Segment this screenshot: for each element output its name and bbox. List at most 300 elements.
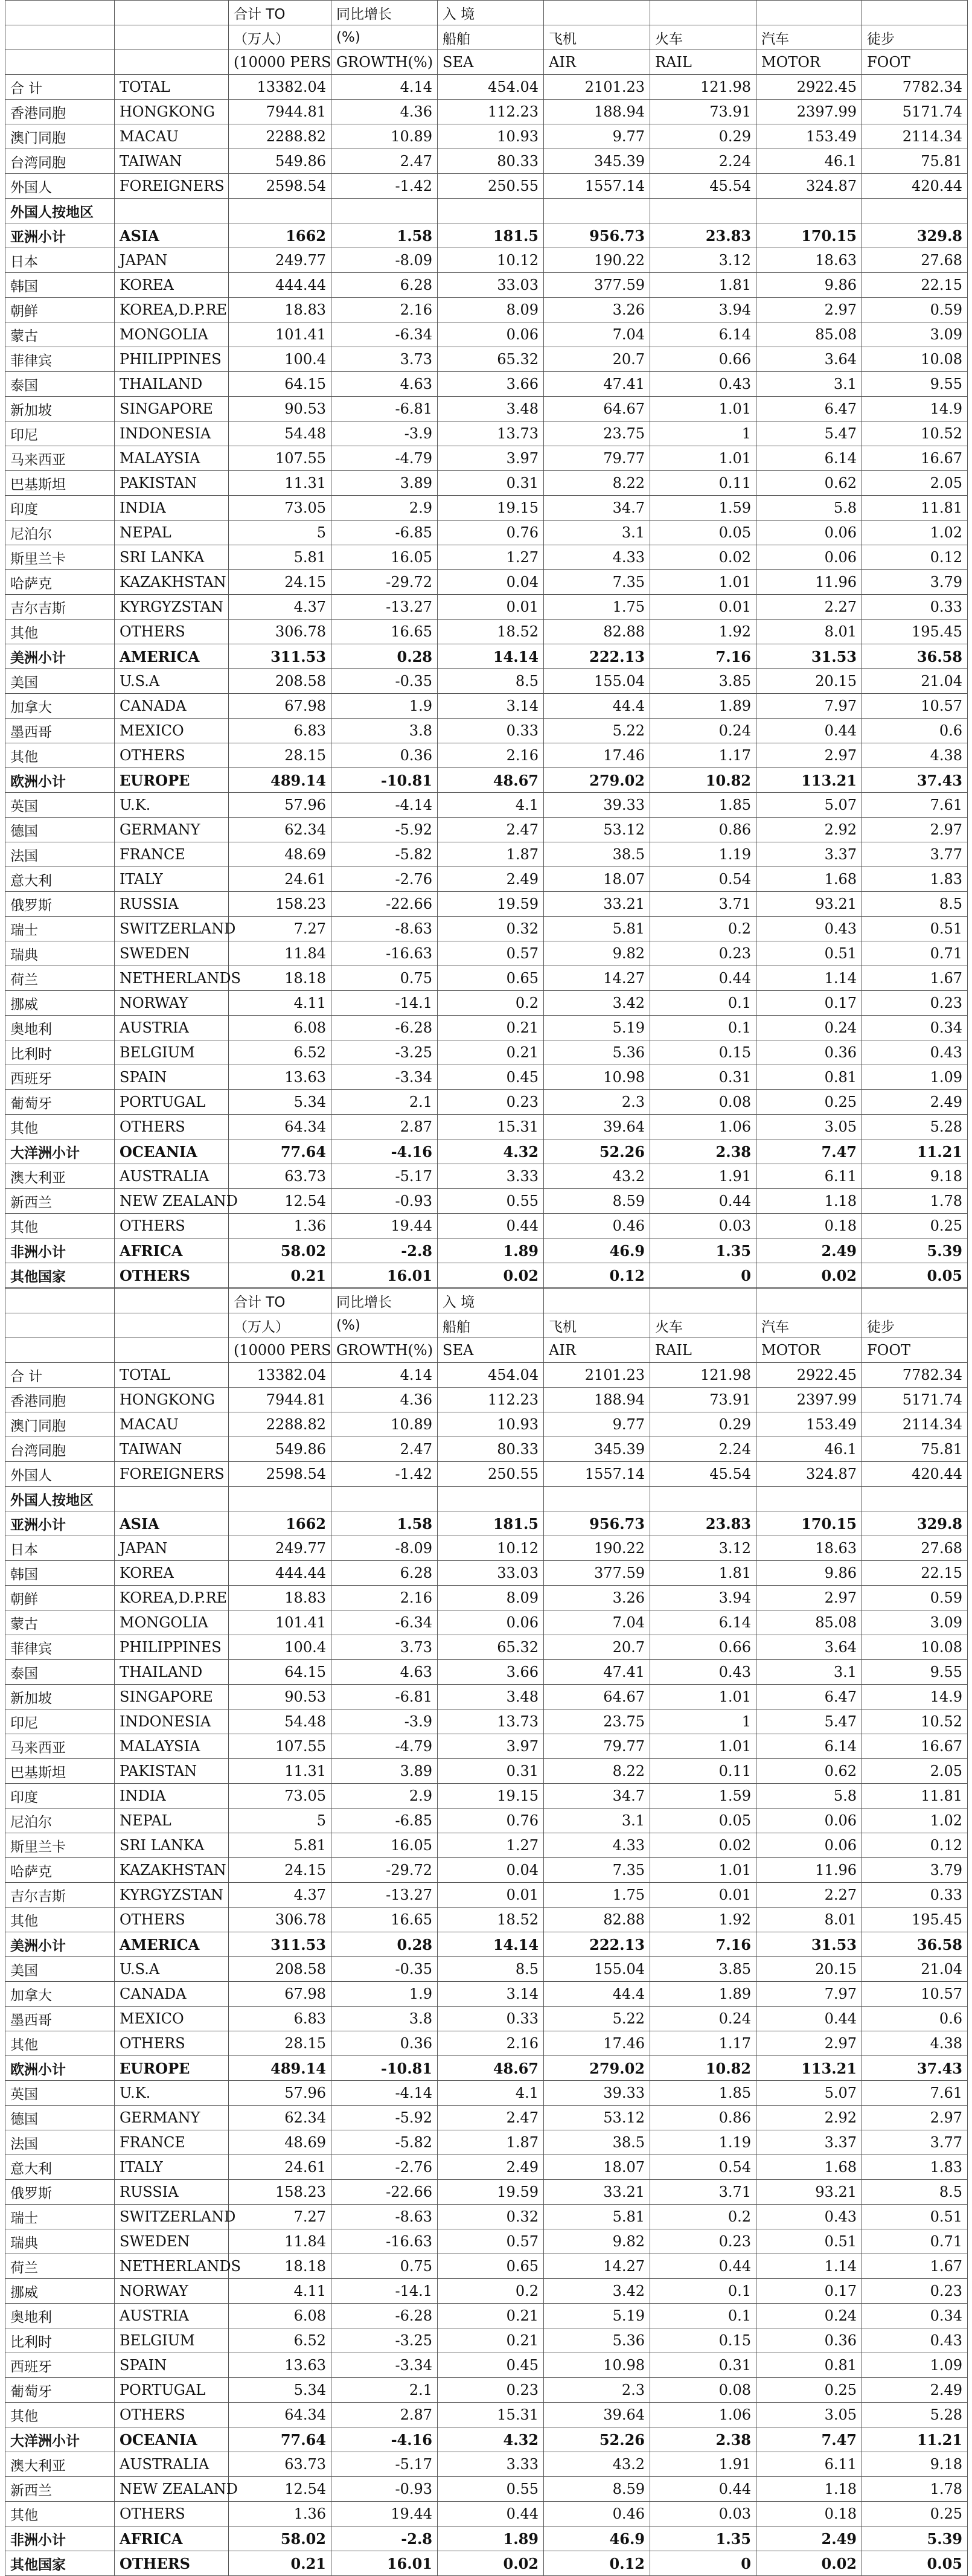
table-row <box>5 2229 968 2254</box>
value-cell: 53.12 <box>544 818 650 842</box>
header-cell: SEA <box>438 50 544 75</box>
value-cell <box>331 199 438 223</box>
value-cell <box>438 199 544 223</box>
value-cell: 0.81 <box>756 2353 862 2378</box>
row-label-en: OTHERS <box>115 620 229 644</box>
value-cell: 0.29 <box>650 124 756 149</box>
row-label-cn: 法国 <box>5 2130 115 2155</box>
value-cell: 46.1 <box>756 149 862 174</box>
value-cell: 12.54 <box>229 1189 331 1214</box>
value-cell: 1.19 <box>650 2130 756 2155</box>
value-cell: 1.01 <box>650 397 756 421</box>
value-cell: 19.15 <box>438 1784 544 1809</box>
header-cell: RAIL <box>650 1338 756 1363</box>
value-cell: 6.83 <box>229 2007 331 2031</box>
value-cell <box>229 1487 331 1511</box>
header-cell <box>115 1 229 25</box>
value-cell: -0.93 <box>331 2477 438 2502</box>
table-row <box>5 372 968 397</box>
row-label-cn: 澳大利亚 <box>5 1164 115 1189</box>
value-cell: 3.97 <box>438 446 544 471</box>
value-cell: 1.78 <box>862 1189 968 1214</box>
row-label-cn: 吉尔吉斯 <box>5 1883 115 1908</box>
row-label-cn: 比利时 <box>5 2328 115 2353</box>
value-cell: 8.5 <box>862 892 968 917</box>
value-cell: 9.18 <box>862 1164 968 1189</box>
value-cell: 16.65 <box>331 1908 438 1932</box>
header-row <box>5 50 968 75</box>
value-cell: -16.63 <box>331 941 438 966</box>
value-cell: 3.05 <box>756 2403 862 2427</box>
row-label-cn: 挪威 <box>5 991 115 1016</box>
table-row <box>5 1833 968 1858</box>
row-label-cn: 墨西哥 <box>5 2007 115 2031</box>
row-label-en: OTHERS <box>115 2502 229 2526</box>
value-cell: 0.45 <box>438 1065 544 1090</box>
table-row <box>5 1759 968 1784</box>
value-cell: 0.18 <box>756 1214 862 1238</box>
value-cell: 249.77 <box>229 248 331 273</box>
value-cell: 2.49 <box>862 2378 968 2403</box>
value-cell: 2.27 <box>756 1883 862 1908</box>
value-cell: 20.7 <box>544 347 650 372</box>
value-cell: 0.01 <box>650 1883 756 1908</box>
value-cell: 17.46 <box>544 2031 650 2056</box>
value-cell: 3.8 <box>331 719 438 743</box>
value-cell: 2.3 <box>544 2378 650 2403</box>
value-cell: 24.15 <box>229 570 331 595</box>
value-cell: -2.76 <box>331 867 438 892</box>
value-cell: 3.8 <box>331 2007 438 2031</box>
table-row <box>5 644 968 669</box>
table-row <box>5 1709 968 1734</box>
value-cell: 2.16 <box>438 743 544 768</box>
value-cell: 0.21 <box>438 2328 544 2353</box>
row-label-en: INDIA <box>115 496 229 521</box>
value-cell: -8.63 <box>331 917 438 941</box>
value-cell: 0.62 <box>756 471 862 496</box>
table-row <box>5 2205 968 2229</box>
value-cell: 1.14 <box>756 2254 862 2279</box>
value-cell: 0.08 <box>650 1090 756 1115</box>
value-cell: 7.27 <box>229 2205 331 2229</box>
table-row <box>5 1883 968 1908</box>
header-cell <box>115 1289 229 1313</box>
value-cell: 2.38 <box>650 1139 756 1164</box>
value-cell: 93.21 <box>756 892 862 917</box>
value-cell: -5.17 <box>331 1164 438 1189</box>
value-cell: 3.33 <box>438 2452 544 2477</box>
value-cell: 7.97 <box>756 694 862 719</box>
value-cell <box>756 1487 862 1511</box>
value-cell: 19.44 <box>331 1214 438 1238</box>
value-cell: -3.9 <box>331 1709 438 1734</box>
value-cell: 1 <box>650 1709 756 1734</box>
row-label-cn: 印度 <box>5 496 115 521</box>
header-cell: 同比增长 <box>331 1289 438 1313</box>
value-cell: 0.75 <box>331 966 438 991</box>
value-cell: -6.85 <box>331 521 438 545</box>
value-cell: 3.89 <box>331 1759 438 1784</box>
value-cell: 113.21 <box>756 768 862 793</box>
value-cell: 112.23 <box>438 1388 544 1412</box>
value-cell: 0.17 <box>756 991 862 1016</box>
table-row <box>5 1511 968 1536</box>
row-label-cn: 欧洲小计 <box>5 768 115 793</box>
value-cell: 5 <box>229 521 331 545</box>
value-cell <box>862 199 968 223</box>
value-cell: 8.59 <box>544 1189 650 1214</box>
value-cell: 9.82 <box>544 941 650 966</box>
value-cell: 0.65 <box>438 966 544 991</box>
value-cell: 52.26 <box>544 1139 650 1164</box>
value-cell: 0.1 <box>650 1016 756 1040</box>
value-cell: 1.01 <box>650 570 756 595</box>
value-cell: 0.08 <box>650 2378 756 2403</box>
value-cell: 2.1 <box>331 2378 438 2403</box>
value-cell: 0.55 <box>438 2477 544 2502</box>
value-cell: 8.22 <box>544 1759 650 1784</box>
value-cell: 1.68 <box>756 867 862 892</box>
value-cell: -8.09 <box>331 248 438 273</box>
row-label-en: SWEDEN <box>115 941 229 966</box>
value-cell: 0.46 <box>544 2502 650 2526</box>
value-cell <box>544 199 650 223</box>
row-label-en: MALAYSIA <box>115 1734 229 1759</box>
row-label-cn: 印尼 <box>5 1709 115 1734</box>
value-cell: 9.86 <box>756 273 862 298</box>
value-cell: -14.1 <box>331 2279 438 2304</box>
value-cell: 3.1 <box>756 1660 862 1685</box>
table-row <box>5 199 968 223</box>
value-cell: 15.31 <box>438 1115 544 1139</box>
row-label-en: OTHERS <box>115 1115 229 1139</box>
value-cell: 3.66 <box>438 1660 544 1685</box>
header-cell: 入 境 <box>438 1289 544 1313</box>
value-cell: -2.8 <box>331 1238 438 1263</box>
value-cell: 1.09 <box>862 1065 968 1090</box>
table-row <box>5 1040 968 1065</box>
value-cell: 36.58 <box>862 1932 968 1957</box>
value-cell: 0.34 <box>862 2304 968 2328</box>
row-label-en: ASIA <box>115 223 229 248</box>
table-row <box>5 867 968 892</box>
value-cell: 90.53 <box>229 397 331 421</box>
row-label-en: PAKISTAN <box>115 1759 229 1784</box>
row-label-cn: 美洲小计 <box>5 1932 115 1957</box>
row-label-cn: 斯里兰卡 <box>5 1833 115 1858</box>
value-cell: 153.49 <box>756 124 862 149</box>
row-label-en: RUSSIA <box>115 2180 229 2205</box>
row-label-en: TAIWAN <box>115 1437 229 1462</box>
value-cell: 1.14 <box>756 966 862 991</box>
row-label-en: U.K. <box>115 2081 229 2106</box>
value-cell: 6.47 <box>756 1685 862 1709</box>
value-cell: 101.41 <box>229 1610 331 1635</box>
row-label-cn: 葡萄牙 <box>5 2378 115 2403</box>
row-label-cn: 法国 <box>5 842 115 867</box>
header-cell: 汽车 <box>756 1313 862 1338</box>
value-cell: 38.5 <box>544 842 650 867</box>
value-cell: 1.36 <box>229 1214 331 1238</box>
row-label-cn: 瑞士 <box>5 917 115 941</box>
row-label-cn: 意大利 <box>5 867 115 892</box>
row-label-cn: 菲律宾 <box>5 347 115 372</box>
table-row <box>5 1809 968 1833</box>
value-cell: 16.67 <box>862 446 968 471</box>
value-cell: 18.52 <box>438 620 544 644</box>
value-cell: 3.71 <box>650 892 756 917</box>
value-cell: 0.2 <box>650 2205 756 2229</box>
table-row <box>5 397 968 421</box>
value-cell: 6.52 <box>229 1040 331 1065</box>
value-cell: 7.35 <box>544 1858 650 1883</box>
value-cell: 2.49 <box>438 867 544 892</box>
value-cell: 8.01 <box>756 1908 862 1932</box>
value-cell: 112.23 <box>438 100 544 124</box>
value-cell: 0.01 <box>438 595 544 620</box>
value-cell: 4.36 <box>331 100 438 124</box>
table-row <box>5 496 968 521</box>
value-cell: 19.15 <box>438 496 544 521</box>
value-cell: 0.43 <box>756 2205 862 2229</box>
row-label-cn: 澳门同胞 <box>5 124 115 149</box>
value-cell: 0.01 <box>438 1883 544 1908</box>
value-cell: 1.27 <box>438 1833 544 1858</box>
value-cell: 2.97 <box>862 818 968 842</box>
value-cell: 14.27 <box>544 2254 650 2279</box>
value-cell: 67.98 <box>229 1982 331 2007</box>
table-row <box>5 1734 968 1759</box>
value-cell: 2397.99 <box>756 1388 862 1412</box>
value-cell: 7.61 <box>862 2081 968 2106</box>
value-cell: 14.9 <box>862 1685 968 1709</box>
value-cell: 73.91 <box>650 1388 756 1412</box>
table-row <box>5 2155 968 2180</box>
row-label-cn: 哈萨克 <box>5 1858 115 1883</box>
value-cell: 20.15 <box>756 669 862 694</box>
value-cell: 9.86 <box>756 1561 862 1586</box>
value-cell: 37.43 <box>862 768 968 793</box>
value-cell: 0.31 <box>438 471 544 496</box>
value-cell: 107.55 <box>229 446 331 471</box>
value-cell: 2288.82 <box>229 1412 331 1437</box>
value-cell: 0.24 <box>650 719 756 743</box>
value-cell: 0.43 <box>862 2328 968 2353</box>
inbound-visitors-table-repeat <box>5 1288 968 2576</box>
value-cell: 1.81 <box>650 1561 756 1586</box>
row-label-cn: 奥地利 <box>5 2304 115 2328</box>
value-cell: -6.28 <box>331 2304 438 2328</box>
value-cell: 0.51 <box>756 2229 862 2254</box>
value-cell: 8.5 <box>438 1957 544 1982</box>
row-label-cn: 外国人按地区 <box>5 1487 115 1511</box>
value-cell: 3.42 <box>544 2279 650 2304</box>
value-cell: 2922.45 <box>756 75 862 100</box>
value-cell: 4.11 <box>229 991 331 1016</box>
value-cell: 279.02 <box>544 768 650 793</box>
value-cell: -14.1 <box>331 991 438 1016</box>
table-row <box>5 2502 968 2526</box>
value-cell: 18.52 <box>438 1908 544 1932</box>
value-cell: 1.83 <box>862 867 968 892</box>
table-row <box>5 818 968 842</box>
header-cell: FOOT <box>862 50 968 75</box>
value-cell: 24.61 <box>229 867 331 892</box>
value-cell: 1.75 <box>544 1883 650 1908</box>
value-cell: 46.9 <box>544 1238 650 1263</box>
value-cell: 0.34 <box>862 1016 968 1040</box>
value-cell: 3.42 <box>544 991 650 1016</box>
value-cell: 2.47 <box>331 149 438 174</box>
value-cell: 11.84 <box>229 941 331 966</box>
row-label-en: TOTAL <box>115 75 229 100</box>
row-label-en: NETHERLANDS <box>115 2254 229 2279</box>
row-label-cn: 韩国 <box>5 273 115 298</box>
value-cell: -3.34 <box>331 1065 438 1090</box>
value-cell: 0.36 <box>331 743 438 768</box>
value-cell: 2.97 <box>862 2106 968 2130</box>
value-cell: 0.28 <box>331 644 438 669</box>
value-cell: 0.06 <box>756 521 862 545</box>
value-cell: 195.45 <box>862 620 968 644</box>
value-cell: 3.48 <box>438 1685 544 1709</box>
value-cell: 2.16 <box>438 2031 544 2056</box>
value-cell: 377.59 <box>544 1561 650 1586</box>
row-label-en: CANADA <box>115 1982 229 2007</box>
row-label-en: PORTUGAL <box>115 2378 229 2403</box>
table-row <box>5 966 968 991</box>
table-row <box>5 2328 968 2353</box>
value-cell: 0.32 <box>438 2205 544 2229</box>
value-cell: -4.16 <box>331 1139 438 1164</box>
row-label-cn: 合 计 <box>5 1363 115 1388</box>
value-cell: 80.33 <box>438 1437 544 1462</box>
row-label-en: OTHERS <box>115 1214 229 1238</box>
value-cell: 2.49 <box>756 1238 862 1263</box>
value-cell: 1.91 <box>650 2452 756 2477</box>
value-cell: 0.57 <box>438 2229 544 2254</box>
table-row <box>5 1189 968 1214</box>
header-cell <box>5 1338 115 1363</box>
value-cell: 2.47 <box>438 818 544 842</box>
value-cell: 10.57 <box>862 1982 968 2007</box>
value-cell: 1.78 <box>862 2477 968 2502</box>
value-cell: -1.42 <box>331 174 438 199</box>
value-cell: 0.05 <box>650 1809 756 1833</box>
row-label-cn: 马来西亚 <box>5 1734 115 1759</box>
value-cell: 0 <box>650 1263 756 1288</box>
value-cell: -3.25 <box>331 1040 438 1065</box>
value-cell: 4.32 <box>438 2427 544 2452</box>
value-cell: 11.84 <box>229 2229 331 2254</box>
value-cell: -3.34 <box>331 2353 438 2378</box>
value-cell: 420.44 <box>862 1462 968 1487</box>
value-cell: 10.52 <box>862 421 968 446</box>
table-row <box>5 917 968 941</box>
value-cell: 2397.99 <box>756 100 862 124</box>
value-cell: 9.77 <box>544 124 650 149</box>
value-cell: 1557.14 <box>544 174 650 199</box>
value-cell <box>229 199 331 223</box>
table-row <box>5 570 968 595</box>
value-cell: -5.82 <box>331 842 438 867</box>
header-cell: （万人） <box>229 25 331 50</box>
value-cell: 33.21 <box>544 892 650 917</box>
table-row <box>5 1932 968 1957</box>
value-cell: 2.05 <box>862 471 968 496</box>
value-cell: 454.04 <box>438 1363 544 1388</box>
row-label-en: BELGIUM <box>115 1040 229 1065</box>
value-cell: 2.49 <box>756 2526 862 2551</box>
value-cell: 0.06 <box>756 1833 862 1858</box>
value-cell: 48.69 <box>229 2130 331 2155</box>
value-cell: 3.12 <box>650 248 756 273</box>
row-label-cn: 香港同胞 <box>5 100 115 124</box>
value-cell: 1.85 <box>650 2081 756 2106</box>
row-label-en: JAPAN <box>115 248 229 273</box>
header-cell: (10000 PERS <box>229 50 331 75</box>
value-cell: 1.81 <box>650 273 756 298</box>
value-cell: -6.85 <box>331 1809 438 1833</box>
row-label-cn: 泰国 <box>5 372 115 397</box>
value-cell: 0.05 <box>650 521 756 545</box>
header-cell: 船舶 <box>438 1313 544 1338</box>
value-cell: 170.15 <box>756 223 862 248</box>
value-cell: 4.1 <box>438 2081 544 2106</box>
value-cell: 1.87 <box>438 2130 544 2155</box>
value-cell: 0.86 <box>650 2106 756 2130</box>
value-cell: 0.02 <box>438 2551 544 2576</box>
value-cell: 16.01 <box>331 2551 438 2576</box>
value-cell: 13382.04 <box>229 75 331 100</box>
row-label-cn: 印尼 <box>5 421 115 446</box>
table-row <box>5 1635 968 1660</box>
value-cell: 8.22 <box>544 471 650 496</box>
value-cell: 22.15 <box>862 1561 968 1586</box>
value-cell: 0.24 <box>756 1016 862 1040</box>
value-cell: 31.53 <box>756 1932 862 1957</box>
row-label-en: THAILAND <box>115 1660 229 1685</box>
table-row <box>5 248 968 273</box>
row-label-en <box>115 1487 229 1511</box>
value-cell: 11.21 <box>862 1139 968 1164</box>
value-cell: 7.04 <box>544 322 650 347</box>
value-cell: 9.82 <box>544 2229 650 2254</box>
value-cell: 4.11 <box>229 2279 331 2304</box>
value-cell: 2.92 <box>756 818 862 842</box>
value-cell: 0.12 <box>544 2551 650 2576</box>
row-label-cn: 欧洲小计 <box>5 2056 115 2081</box>
value-cell: 0.25 <box>862 2502 968 2526</box>
row-label-en: GERMANY <box>115 818 229 842</box>
value-cell: 2.38 <box>650 2427 756 2452</box>
value-cell: -6.34 <box>331 1610 438 1635</box>
row-label-en: MALAYSIA <box>115 446 229 471</box>
value-cell: 23.83 <box>650 1511 756 1536</box>
value-cell: 3.97 <box>438 1734 544 1759</box>
row-label-cn: 大洋洲小计 <box>5 1139 115 1164</box>
header-row <box>5 25 968 50</box>
value-cell: 444.44 <box>229 1561 331 1586</box>
row-label-en: AUSTRIA <box>115 2304 229 2328</box>
value-cell: 5.47 <box>756 421 862 446</box>
value-cell: 21.04 <box>862 669 968 694</box>
value-cell: 23.75 <box>544 421 650 446</box>
table-row <box>5 2477 968 2502</box>
value-cell: 34.7 <box>544 496 650 521</box>
value-cell: 3.77 <box>862 2130 968 2155</box>
